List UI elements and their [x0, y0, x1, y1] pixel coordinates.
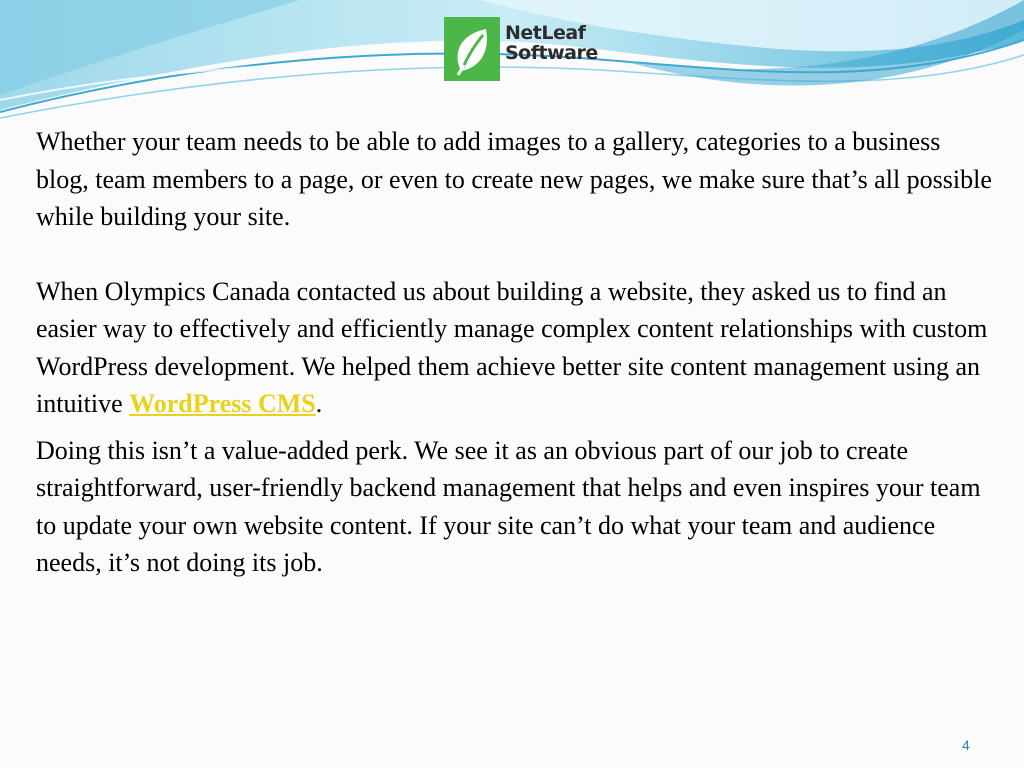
paragraph-gallery: Whether your team needs to be able to add images to a gallery, categories to a business blog, team members to a page, or even to create new pages, we make sure that’s all possible while building your site.	[36, 127, 992, 231]
paragraph-value: Doing this isn’t a value-added perk. We see it as an obvious part of our job to create straightforward, user-friendly backend management that helps and even inspires your team to update your own website content. If your site can’t do what your team and audience needs, it’s not doing its job.	[36, 435, 981, 577]
paragraph-olympics-end: .	[315, 389, 323, 418]
paragraph-olympics	[36, 273, 996, 423]
logo-wordmark	[505, 23, 598, 63]
logo-line-2: Software	[505, 42, 598, 64]
paragraph-olympics-text: When Olympics Canada contacted us about building a website, they asked us to find an easier way to effectively and efficiently manage complex content relationships with custom WordPress development. We helped them achieve better site content management using an intuitive	[36, 276, 988, 418]
leaf-icon	[444, 17, 500, 81]
page-number: 4	[962, 737, 970, 753]
netleaf-logo	[444, 17, 616, 81]
slide-body	[36, 123, 996, 582]
logo-line-1: NetLeaf	[505, 22, 586, 44]
wordpress-cms-link[interactable]: WordPress CMS	[129, 389, 316, 418]
